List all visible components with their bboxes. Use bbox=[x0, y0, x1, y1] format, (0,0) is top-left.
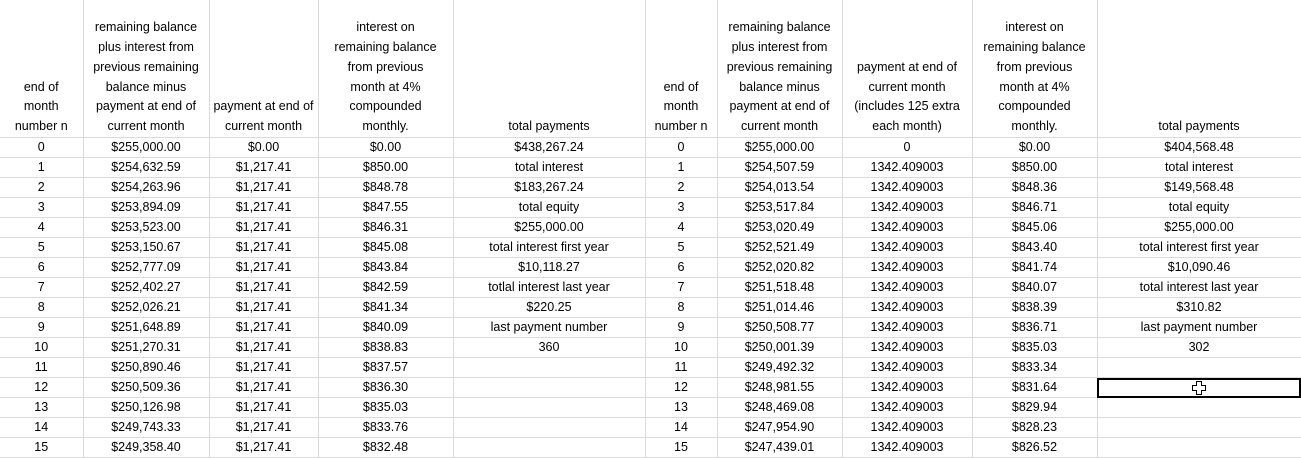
cell[interactable]: 13 bbox=[645, 398, 717, 418]
cell[interactable]: $252,402.27 bbox=[83, 278, 209, 298]
cell[interactable]: 13 bbox=[0, 398, 83, 418]
cell[interactable]: $255,000.00 bbox=[453, 218, 645, 238]
header-line: end of bbox=[663, 79, 699, 94]
cell[interactable]: $249,358.40 bbox=[83, 438, 209, 458]
cell[interactable]: 10 bbox=[645, 338, 717, 358]
header-cell[interactable] bbox=[83, 0, 209, 138]
cell[interactable]: last payment number bbox=[1097, 318, 1301, 338]
cell[interactable] bbox=[453, 358, 645, 378]
cell[interactable]: 14 bbox=[645, 418, 717, 438]
cell[interactable]: 8 bbox=[0, 298, 83, 318]
header-line: month at 4% bbox=[999, 79, 1070, 94]
header-line: previous remaining bbox=[93, 59, 199, 74]
cell[interactable]: $249,492.32 bbox=[717, 358, 842, 378]
cell[interactable]: $254,263.96 bbox=[83, 178, 209, 198]
cell[interactable]: $1,217.41 bbox=[209, 178, 318, 198]
header-cell[interactable] bbox=[453, 0, 645, 138]
cell[interactable]: $843.84 bbox=[318, 258, 453, 278]
cell[interactable]: 4 bbox=[0, 218, 83, 238]
cell[interactable]: $438,267.24 bbox=[453, 138, 645, 158]
header-line: balance minus bbox=[105, 79, 187, 94]
cell[interactable]: 4 bbox=[645, 218, 717, 238]
table-row bbox=[0, 218, 1301, 238]
cell[interactable]: $255,000.00 bbox=[83, 138, 209, 158]
cell[interactable]: total equity bbox=[453, 198, 645, 218]
cell[interactable]: $850.00 bbox=[972, 158, 1097, 178]
header-line: month at 4% bbox=[350, 79, 421, 94]
cell[interactable]: $252,521.49 bbox=[717, 238, 842, 258]
header-line: end of bbox=[23, 79, 59, 94]
cell[interactable]: 12 bbox=[0, 378, 83, 398]
table-row bbox=[0, 298, 1301, 318]
cell[interactable]: $0.00 bbox=[972, 138, 1097, 158]
cell[interactable]: 1 bbox=[645, 158, 717, 178]
header-line: plus interest from bbox=[98, 40, 194, 55]
cell[interactable]: $1,217.41 bbox=[209, 398, 318, 418]
table-row bbox=[0, 258, 1301, 278]
cell[interactable]: 1342.409003 bbox=[842, 218, 972, 238]
cell[interactable] bbox=[1097, 358, 1301, 378]
header-line: from previous bbox=[347, 59, 424, 74]
cell[interactable]: $835.03 bbox=[972, 338, 1097, 358]
cell[interactable]: $1,217.41 bbox=[209, 278, 318, 298]
cell[interactable]: total equity bbox=[1097, 198, 1301, 218]
cell[interactable]: 1342.409003 bbox=[842, 398, 972, 418]
cell[interactable]: 0 bbox=[842, 138, 972, 158]
cell[interactable]: $842.59 bbox=[318, 278, 453, 298]
header-line: current month bbox=[868, 79, 946, 94]
header-line: interest on bbox=[1005, 20, 1064, 35]
header-line: number n bbox=[654, 119, 708, 134]
cell[interactable]: $829.94 bbox=[972, 398, 1097, 418]
cell[interactable]: $253,523.00 bbox=[83, 218, 209, 238]
cell[interactable]: total interest bbox=[453, 158, 645, 178]
cell[interactable]: 360 bbox=[453, 338, 645, 358]
header-line: monthly. bbox=[362, 119, 409, 134]
cell[interactable]: 15 bbox=[0, 438, 83, 458]
header-line: remaining balance bbox=[94, 20, 198, 35]
cell[interactable]: $183,267.24 bbox=[453, 178, 645, 198]
cell[interactable]: 5 bbox=[0, 238, 83, 258]
cell[interactable] bbox=[453, 378, 645, 398]
cell[interactable]: $252,026.21 bbox=[83, 298, 209, 318]
cell[interactable]: $252,777.09 bbox=[83, 258, 209, 278]
cell[interactable]: 1342.409003 bbox=[842, 258, 972, 278]
header-line: monthly. bbox=[1011, 119, 1058, 134]
cell[interactable]: $10,118.27 bbox=[453, 258, 645, 278]
cell[interactable]: $831.64 bbox=[972, 378, 1097, 398]
cell[interactable]: $848.36 bbox=[972, 178, 1097, 198]
cell[interactable]: 12 bbox=[645, 378, 717, 398]
cell[interactable] bbox=[1097, 418, 1301, 438]
header-line: current month bbox=[107, 119, 185, 134]
header-cell[interactable] bbox=[842, 0, 972, 138]
cell[interactable]: 8 bbox=[645, 298, 717, 318]
table-row bbox=[0, 178, 1301, 198]
header-line: current month bbox=[740, 119, 819, 134]
cell[interactable]: $1,217.41 bbox=[209, 418, 318, 438]
cell[interactable]: $828.23 bbox=[972, 418, 1097, 438]
table-row bbox=[0, 338, 1301, 358]
cell[interactable]: $255,000.00 bbox=[1097, 218, 1301, 238]
cell[interactable]: total interest last year bbox=[1097, 278, 1301, 298]
cell[interactable]: $845.06 bbox=[972, 218, 1097, 238]
cell[interactable]: 302 bbox=[1097, 338, 1301, 358]
table-row bbox=[0, 198, 1301, 218]
header-line: month bbox=[23, 99, 59, 114]
cell[interactable]: 5 bbox=[645, 238, 717, 258]
cell[interactable]: $253,020.49 bbox=[717, 218, 842, 238]
cell[interactable]: $250,001.39 bbox=[717, 338, 842, 358]
cell[interactable]: $836.71 bbox=[972, 318, 1097, 338]
header-cell[interactable] bbox=[717, 0, 842, 138]
table-row bbox=[0, 138, 1301, 158]
cell[interactable]: 3 bbox=[645, 198, 717, 218]
table-row bbox=[0, 358, 1301, 378]
header-line: balance minus bbox=[739, 79, 820, 94]
header-line: payment at end of bbox=[729, 99, 830, 114]
cell[interactable]: 1342.409003 bbox=[842, 278, 972, 298]
header-line: payment at end of bbox=[213, 99, 314, 114]
cell[interactable]: $846.31 bbox=[318, 218, 453, 238]
cell[interactable]: $1,217.41 bbox=[209, 258, 318, 278]
cell[interactable]: 3 bbox=[0, 198, 83, 218]
header-cell[interactable] bbox=[645, 0, 717, 138]
cell[interactable]: 9 bbox=[0, 318, 83, 338]
cell[interactable]: $310.82 bbox=[1097, 298, 1301, 318]
cell[interactable]: 1342.409003 bbox=[842, 358, 972, 378]
cell[interactable]: 1342.409003 bbox=[842, 318, 972, 338]
table-row bbox=[0, 238, 1301, 258]
cell[interactable]: $250,508.77 bbox=[717, 318, 842, 338]
header-cell[interactable] bbox=[318, 0, 453, 138]
cell[interactable]: $0.00 bbox=[209, 138, 318, 158]
plus-cursor-icon bbox=[1192, 380, 1207, 395]
cell[interactable]: totlal interest last year bbox=[453, 278, 645, 298]
cell[interactable]: total interest bbox=[1097, 158, 1301, 178]
cell[interactable]: $253,894.09 bbox=[83, 198, 209, 218]
cell[interactable]: $840.07 bbox=[972, 278, 1097, 298]
header-line: remaining balance bbox=[728, 20, 831, 35]
cell[interactable]: 1342.409003 bbox=[842, 298, 972, 318]
cell[interactable]: $845.08 bbox=[318, 238, 453, 258]
cell[interactable]: $838.39 bbox=[972, 298, 1097, 318]
header-line: current month bbox=[224, 119, 303, 134]
table-row bbox=[0, 158, 1301, 178]
table-row bbox=[0, 278, 1301, 298]
header-line: remaining balance bbox=[983, 40, 1086, 55]
cell[interactable]: $149,568.48 bbox=[1097, 178, 1301, 198]
cell[interactable]: $252,020.82 bbox=[717, 258, 842, 278]
header-line: payment at end of bbox=[856, 59, 958, 74]
cell[interactable]: $1,217.41 bbox=[209, 378, 318, 398]
cell[interactable]: 6 bbox=[0, 258, 83, 278]
cell[interactable]: $1,217.41 bbox=[209, 358, 318, 378]
header-cell[interactable] bbox=[0, 0, 83, 138]
header-line: from previous bbox=[996, 59, 1073, 74]
header-cell[interactable] bbox=[1097, 0, 1301, 138]
cell[interactable]: 11 bbox=[645, 358, 717, 378]
cell[interactable]: total interest first year bbox=[1097, 238, 1301, 258]
cell[interactable]: $251,518.48 bbox=[717, 278, 842, 298]
header-line: number n bbox=[14, 119, 68, 134]
cell[interactable]: $841.74 bbox=[972, 258, 1097, 278]
cell[interactable]: $833.34 bbox=[972, 358, 1097, 378]
cell[interactable]: $251,270.31 bbox=[83, 338, 209, 358]
cell[interactable]: 0 bbox=[0, 138, 83, 158]
cell[interactable]: $1,217.41 bbox=[209, 158, 318, 178]
cell[interactable]: $846.71 bbox=[972, 198, 1097, 218]
cell[interactable]: $254,013.54 bbox=[717, 178, 842, 198]
cell[interactable]: $1,217.41 bbox=[209, 238, 318, 258]
cell[interactable]: total interest first year bbox=[453, 238, 645, 258]
cell[interactable]: 2 bbox=[0, 178, 83, 198]
cell[interactable]: $1,217.41 bbox=[209, 438, 318, 458]
cell[interactable]: 15 bbox=[645, 438, 717, 458]
cell[interactable]: $254,507.59 bbox=[717, 158, 842, 178]
cell[interactable]: 1342.409003 bbox=[842, 418, 972, 438]
cell[interactable]: $248,469.08 bbox=[717, 398, 842, 418]
cell[interactable] bbox=[453, 398, 645, 418]
cell[interactable]: $832.48 bbox=[318, 438, 453, 458]
header-line: previous remaining bbox=[726, 59, 833, 74]
header-row bbox=[0, 0, 1301, 138]
cell[interactable]: $826.52 bbox=[972, 438, 1097, 458]
cell[interactable]: 9 bbox=[645, 318, 717, 338]
cell[interactable]: $0.00 bbox=[318, 138, 453, 158]
cell[interactable]: $1,217.41 bbox=[209, 318, 318, 338]
cell[interactable]: $837.57 bbox=[318, 358, 453, 378]
cell[interactable]: $833.76 bbox=[318, 418, 453, 438]
cell[interactable]: 7 bbox=[645, 278, 717, 298]
header-line: month bbox=[663, 99, 699, 114]
header-line: compounded bbox=[998, 99, 1071, 114]
cell[interactable]: 6 bbox=[645, 258, 717, 278]
cell[interactable]: 1342.409003 bbox=[842, 338, 972, 358]
cell[interactable]: $847.55 bbox=[318, 198, 453, 218]
cell[interactable]: $10,090.46 bbox=[1097, 258, 1301, 278]
cell[interactable]: $848.78 bbox=[318, 178, 453, 198]
cell[interactable] bbox=[1097, 398, 1301, 418]
cell[interactable]: $250,509.36 bbox=[83, 378, 209, 398]
header-line: payment at end of bbox=[95, 99, 197, 114]
cell[interactable]: 0 bbox=[645, 138, 717, 158]
cell[interactable]: $841.34 bbox=[318, 298, 453, 318]
cell[interactable]: $836.30 bbox=[318, 378, 453, 398]
cell[interactable]: $1,217.41 bbox=[209, 218, 318, 238]
header-line: each month) bbox=[872, 119, 942, 134]
cell[interactable]: $247,954.90 bbox=[717, 418, 842, 438]
cell[interactable]: $250,890.46 bbox=[83, 358, 209, 378]
table-row bbox=[0, 318, 1301, 338]
header-line: total payments bbox=[508, 119, 590, 134]
cell[interactable]: $251,014.46 bbox=[717, 298, 842, 318]
header-line: (includes 125 extra bbox=[854, 99, 960, 114]
cell[interactable]: $250,126.98 bbox=[83, 398, 209, 418]
cell[interactable]: $835.03 bbox=[318, 398, 453, 418]
cell[interactable]: $248,981.55 bbox=[717, 378, 842, 398]
cell[interactable]: $253,150.67 bbox=[83, 238, 209, 258]
cell[interactable]: $1,217.41 bbox=[209, 198, 318, 218]
cell[interactable]: $220.25 bbox=[453, 298, 645, 318]
header-line: remaining balance bbox=[334, 40, 437, 55]
cell[interactable]: 1342.409003 bbox=[842, 198, 972, 218]
cell[interactable]: 1342.409003 bbox=[842, 178, 972, 198]
cell[interactable]: $253,517.84 bbox=[717, 198, 842, 218]
cell[interactable]: 1342.409003 bbox=[842, 238, 972, 258]
table-row bbox=[0, 418, 1301, 438]
cell[interactable]: 1342.409003 bbox=[842, 378, 972, 398]
cell[interactable]: 7 bbox=[0, 278, 83, 298]
cell[interactable]: $850.00 bbox=[318, 158, 453, 178]
header-cell[interactable] bbox=[972, 0, 1097, 138]
header-cell[interactable] bbox=[209, 0, 318, 138]
cell[interactable] bbox=[453, 418, 645, 438]
cell[interactable]: $404,568.48 bbox=[1097, 138, 1301, 158]
header-line: total payments bbox=[1158, 119, 1240, 134]
header-line: interest on bbox=[356, 20, 415, 35]
table-row bbox=[0, 378, 1301, 398]
table-row bbox=[0, 398, 1301, 418]
cell[interactable]: 11 bbox=[0, 358, 83, 378]
selected-cell[interactable] bbox=[1097, 378, 1301, 398]
cell[interactable]: 2 bbox=[645, 178, 717, 198]
cell[interactable]: $249,743.33 bbox=[83, 418, 209, 438]
cell[interactable]: $254,632.59 bbox=[83, 158, 209, 178]
cell[interactable]: 10 bbox=[0, 338, 83, 358]
cell[interactable]: $247,439.01 bbox=[717, 438, 842, 458]
cell[interactable]: 14 bbox=[0, 418, 83, 438]
cell[interactable]: $843.40 bbox=[972, 238, 1097, 258]
cell[interactable]: 1 bbox=[0, 158, 83, 178]
cell[interactable]: $840.09 bbox=[318, 318, 453, 338]
cell[interactable]: $255,000.00 bbox=[717, 138, 842, 158]
cell[interactable]: 1342.409003 bbox=[842, 158, 972, 178]
cell[interactable]: $251,648.89 bbox=[83, 318, 209, 338]
cell[interactable]: last payment number bbox=[453, 318, 645, 338]
header-line: compounded bbox=[349, 99, 422, 114]
cell[interactable]: $838.83 bbox=[318, 338, 453, 358]
cell[interactable]: $1,217.41 bbox=[209, 298, 318, 318]
cell[interactable]: 1342.409003 bbox=[842, 438, 972, 458]
header-line: plus interest from bbox=[731, 40, 828, 55]
cell[interactable]: $1,217.41 bbox=[209, 338, 318, 358]
